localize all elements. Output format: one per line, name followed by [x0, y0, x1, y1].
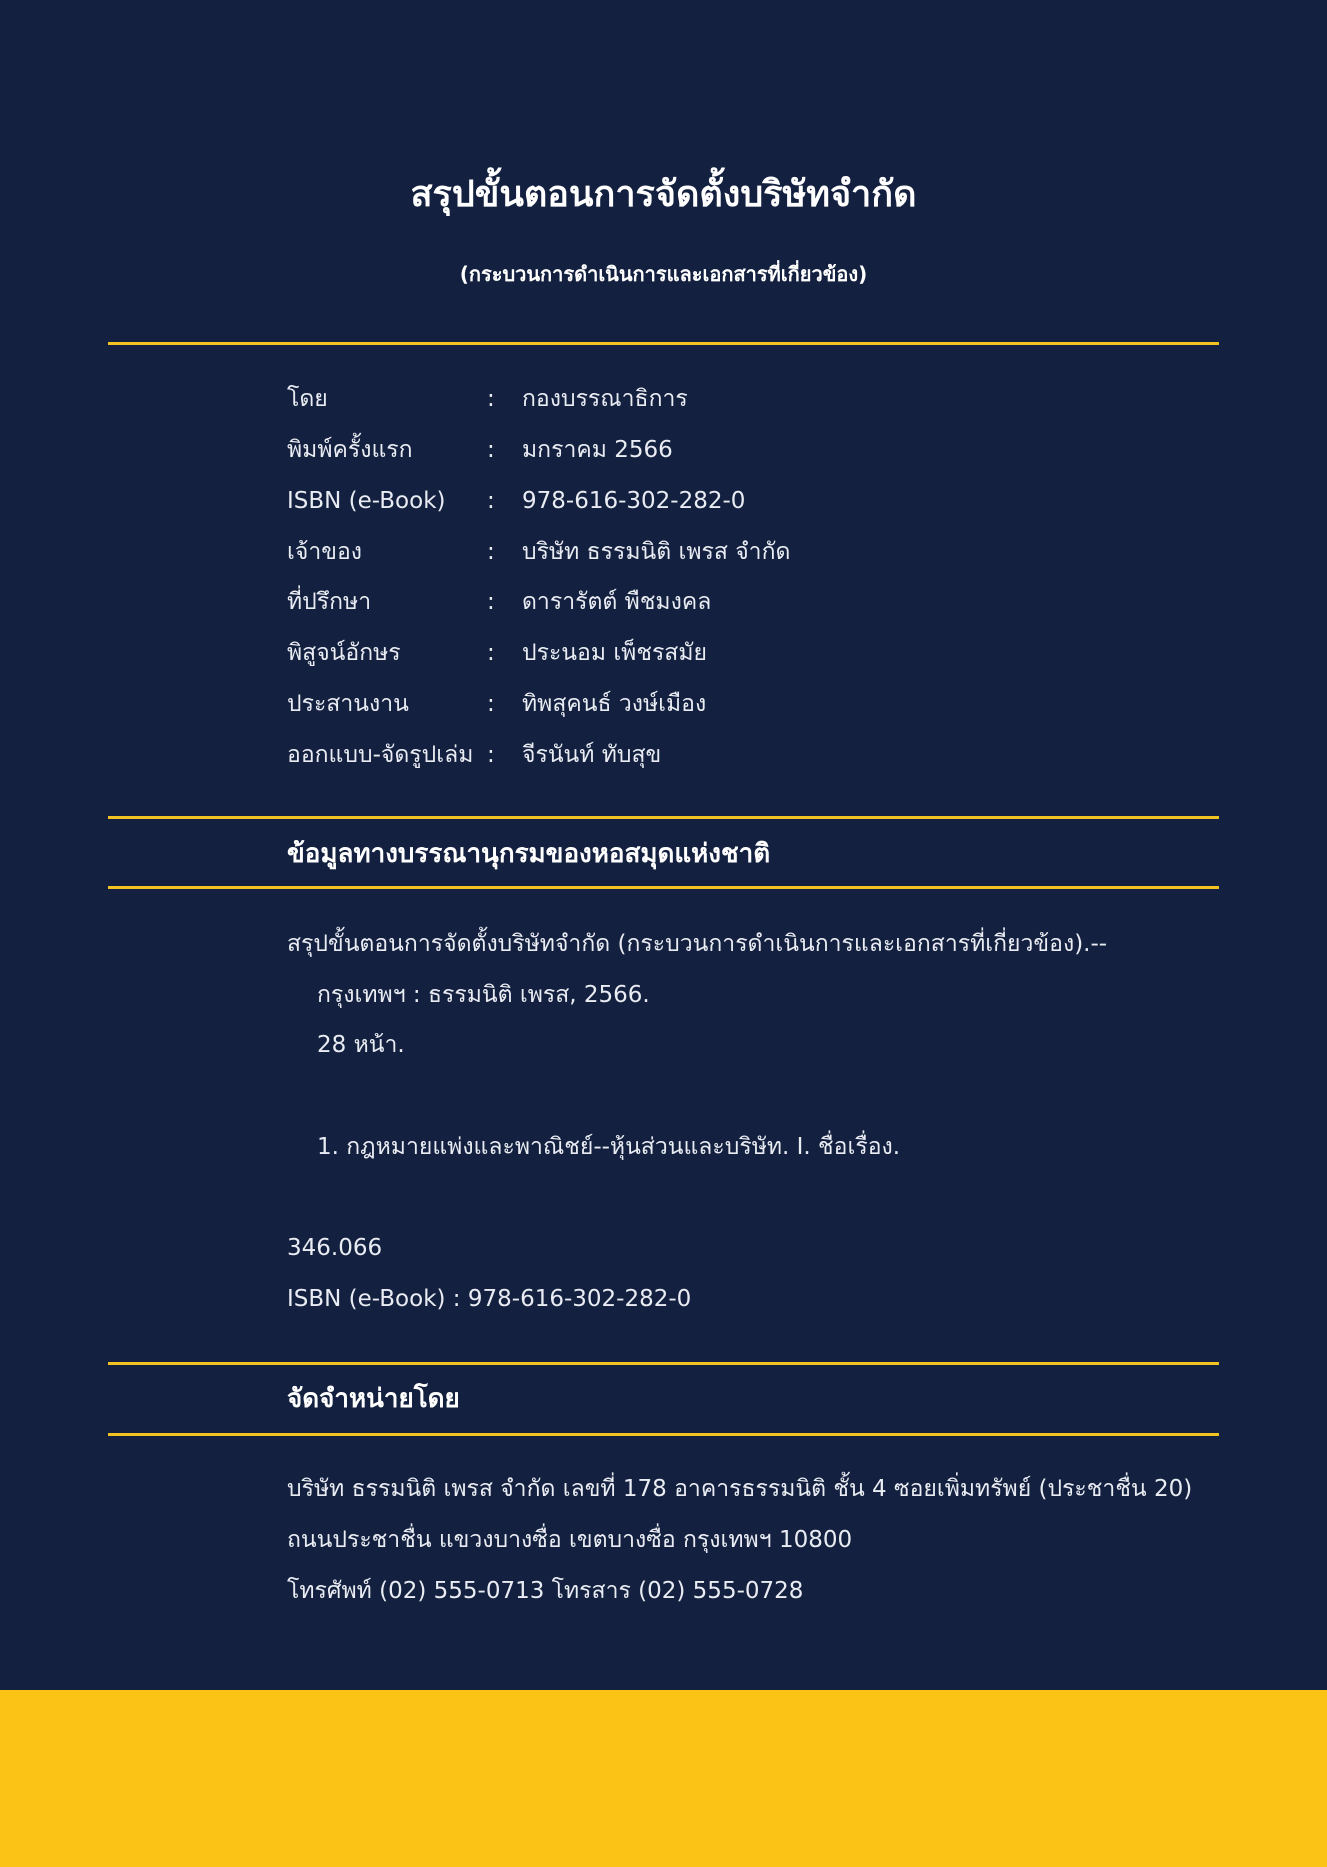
contact-line: โทรศัพท์ (02) 555-0713 โทรสาร (02) 555-0728 — [287, 1578, 804, 1604]
meta-colon: : — [487, 691, 495, 717]
meta-colon: : — [487, 539, 495, 565]
meta-colon: : — [487, 742, 495, 768]
address-line: ถนนประชาชื่น แขวงบางซื่อ เขตบางซื่อ กรุงเทพฯ 10800 — [287, 1527, 853, 1553]
meta-label: ที่ปรึกษา — [287, 589, 372, 615]
catalog-title-line: สรุปขั้นตอนการจัดตั้งบริษัทจำกัด (กระบวนการดำเนินการและเอกสารที่เกี่ยวข้อง).-- — [287, 931, 1108, 957]
meta-label: ประสานงาน — [287, 691, 409, 717]
meta-value: ดารารัตต์ พืชมงคล — [522, 589, 712, 615]
meta-value: 978-616-302-282-0 — [522, 488, 746, 514]
divider-catalog-top — [108, 816, 1219, 819]
copyright-footer — [0, 1690, 1327, 1867]
meta-value: ประนอม เพ็ชรสมัย — [522, 640, 707, 666]
divider-top — [108, 342, 1219, 345]
meta-colon: : — [487, 488, 495, 514]
meta-value: จีรนันท์ ทับสุข — [522, 742, 662, 768]
meta-colon: : — [487, 640, 495, 666]
meta-value: ทิพสุคนธ์ วงษ์เมือง — [522, 691, 707, 717]
catalog-publisher-line: กรุงเทพฯ : ธรรมนิติ เพรส, 2566. — [317, 982, 650, 1008]
meta-label: พิมพ์ครั้งแรก — [287, 437, 413, 463]
copyright-restriction — [0, 1759, 1327, 1793]
meta-value: มกราคม 2566 — [522, 437, 673, 463]
page-title: สรุปขั้นตอนการจัดตั้งบริษัทจำกัด — [410, 174, 917, 215]
meta-label: พิสูจน์อักษร — [287, 640, 401, 666]
distribution-heading: จัดจำหน่ายโดย — [287, 1384, 460, 1414]
copyright-notice — [0, 1714, 1327, 1748]
divider-distribution-bottom — [108, 1433, 1219, 1436]
divider-catalog-bottom — [108, 886, 1219, 889]
catalog-classification: 346.066 — [287, 1235, 383, 1261]
meta-label: เจ้าของ — [287, 539, 363, 565]
meta-colon: : — [487, 437, 495, 463]
meta-label: ISBN (e-Book) — [287, 488, 446, 514]
catalog-isbn: ISBN (e-Book) : 978-616-302-282-0 — [287, 1286, 692, 1312]
catalog-pages-line: 28 หน้า. — [317, 1032, 405, 1058]
catalog-subject-line: 1. กฎหมายแพ่งและพาณิชย์--หุ้นส่วนและบริษัท. I. ชื่อเรื่อง. — [317, 1134, 901, 1160]
meta-value: บริษัท ธรรมนิติ เพรส จำกัด — [522, 539, 791, 565]
meta-colon: : — [487, 589, 495, 615]
catalog-heading: ข้อมูลทางบรรณานุกรมของหอสมุดแห่งชาติ — [287, 839, 771, 869]
address-line: บริษัท ธรรมนิติ เพรส จำกัด เลขที่ 178 อาคารธรรมนิติ ชั้น 4 ซอยเพิ่มทรัพย์ (ประชาชื่น 20) — [287, 1476, 1193, 1502]
divider-distribution-top — [108, 1362, 1219, 1365]
page-subtitle: (กระบวนการดำเนินการและเอกสารที่เกี่ยวข้อง) — [459, 262, 868, 286]
meta-colon: : — [487, 386, 495, 412]
copyright-restriction — [0, 1803, 1327, 1837]
meta-label: โดย — [287, 386, 328, 412]
meta-value: กองบรรณาธิการ — [522, 386, 688, 412]
meta-label: ออกแบบ-จัดรูปเล่ม — [287, 742, 474, 768]
